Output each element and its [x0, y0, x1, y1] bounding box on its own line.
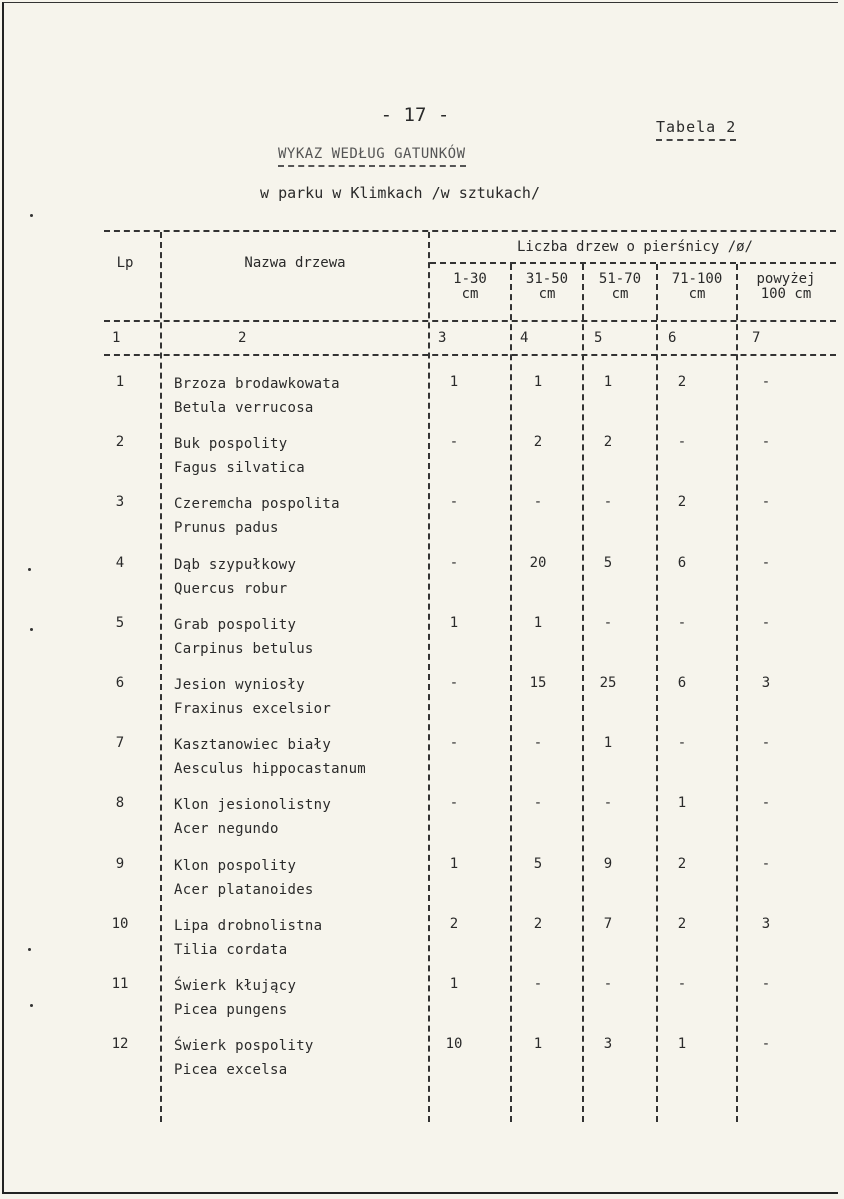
row-number: 10: [111, 916, 129, 932]
count-cell: -: [533, 735, 543, 751]
polish-name: Kasztanowiec biały: [174, 737, 332, 753]
count-cell: -: [761, 1036, 771, 1052]
count-cell: -: [761, 856, 771, 872]
tree-name-cell: [174, 914, 322, 962]
count-cell: -: [533, 795, 543, 811]
row-number: 8: [115, 795, 125, 811]
count-cell: -: [603, 494, 613, 510]
margin-dot: [28, 948, 31, 951]
tree-name-cell: [174, 854, 314, 902]
count-cell: 6: [677, 555, 687, 571]
polish-name: Świerk pospolity: [174, 1038, 314, 1054]
polish-name: Lipa drobnolistna: [174, 918, 323, 934]
table-top-rule: [104, 230, 836, 232]
polish-name: Czeremcha pospolita: [174, 496, 340, 512]
count-cell: 2: [533, 916, 543, 932]
header-range-3: 51-70 cm: [598, 271, 642, 302]
count-cell: -: [761, 615, 771, 631]
count-cell: -: [677, 434, 687, 450]
count-cell: 2: [677, 916, 687, 932]
count-cell: -: [761, 735, 771, 751]
column-divider: [160, 232, 162, 1122]
count-cell: 1: [603, 374, 613, 390]
header-range-5: powyżej 100 cm: [756, 271, 816, 302]
column-number: 1: [112, 330, 121, 346]
count-cell: -: [449, 735, 459, 751]
count-cell: 3: [761, 916, 771, 932]
count-cell: 2: [603, 434, 613, 450]
count-cell: -: [761, 434, 771, 450]
count-cell: 20: [529, 555, 547, 571]
count-cell: -: [449, 555, 459, 571]
polish-name: Świerk kłujący: [174, 978, 297, 994]
column-number: 6: [668, 330, 677, 346]
tree-name-cell: [174, 492, 340, 540]
row-number: 12: [111, 1036, 129, 1052]
row-number: 4: [115, 555, 125, 571]
count-cell: 1: [449, 976, 459, 992]
count-cell: 15: [529, 675, 547, 691]
count-cell: -: [761, 795, 771, 811]
count-cell: 2: [533, 434, 543, 450]
count-cell: 2: [677, 856, 687, 872]
header-range-4: 71-100 cm: [671, 271, 723, 302]
count-cell: 1: [603, 735, 613, 751]
count-cell: 7: [603, 916, 613, 932]
column-number: 3: [438, 330, 447, 346]
count-cell: 25: [599, 675, 617, 691]
margin-dot: [30, 628, 33, 631]
tree-name-cell: [174, 974, 296, 1022]
count-cell: 9: [603, 856, 613, 872]
polish-name: Grab pospolity: [174, 617, 297, 633]
tree-name-cell: [174, 1034, 314, 1082]
count-cell: 1: [677, 795, 687, 811]
column-number-rule: [104, 354, 836, 356]
count-cell: 1: [533, 1036, 543, 1052]
polish-name: Klon jesionolistny: [174, 797, 332, 813]
count-cell: -: [677, 735, 687, 751]
tree-name-cell: [174, 733, 366, 781]
tree-name-cell: [174, 673, 331, 721]
count-cell: -: [449, 675, 459, 691]
latin-name: Fagus silvatica: [174, 460, 305, 476]
count-cell: 2: [677, 374, 687, 390]
count-cell: -: [761, 374, 771, 390]
count-cell: -: [761, 494, 771, 510]
column-number: 5: [594, 330, 603, 346]
count-cell: -: [761, 976, 771, 992]
group-header-rule: [430, 262, 836, 264]
latin-name: Aesculus hippocastanum: [174, 761, 367, 777]
count-cell: -: [603, 976, 613, 992]
count-cell: 1: [533, 374, 543, 390]
column-divider: [582, 264, 584, 1122]
tree-name-cell: [174, 372, 340, 420]
row-number: 11: [111, 976, 129, 992]
column-divider: [510, 264, 512, 1122]
count-cell: -: [449, 494, 459, 510]
count-cell: 1: [533, 615, 543, 631]
latin-name: Picea excelsa: [174, 1062, 288, 1078]
table-label: Tabela 2: [656, 118, 736, 141]
row-number: 3: [115, 494, 125, 510]
margin-dot: [28, 568, 31, 571]
header-tree-name: Nazwa drzewa: [244, 255, 346, 271]
count-cell: 3: [603, 1036, 613, 1052]
header-diameter-group: Liczba drzew o pierśnicy /ø/: [516, 239, 753, 255]
polish-name: Brzoza brodawkowata: [174, 376, 340, 392]
count-cell: 5: [533, 856, 543, 872]
count-cell: 3: [761, 675, 771, 691]
count-cell: 1: [449, 856, 459, 872]
row-number: 9: [115, 856, 125, 872]
count-cell: 6: [677, 675, 687, 691]
latin-name: Acer negundo: [174, 821, 279, 837]
polish-name: Jesion wyniosły: [174, 677, 305, 693]
column-divider: [736, 264, 738, 1122]
header-range-1: 1-30 cm: [453, 271, 487, 302]
latin-name: Betula verrucosa: [174, 400, 314, 416]
polish-name: Klon pospolity: [174, 858, 297, 874]
tree-name-cell: [174, 793, 331, 841]
latin-name: Tilia cordata: [174, 942, 288, 958]
count-cell: 5: [603, 555, 613, 571]
count-cell: 1: [677, 1036, 687, 1052]
latin-name: Picea pungens: [174, 1002, 288, 1018]
page-frame: [2, 2, 838, 1194]
count-cell: 10: [445, 1036, 463, 1052]
row-number: 7: [115, 735, 125, 751]
page-number: - 17 -: [380, 104, 450, 126]
latin-name: Acer platanoides: [174, 882, 314, 898]
count-cell: -: [603, 615, 613, 631]
count-cell: -: [761, 555, 771, 571]
latin-name: Fraxinus excelsior: [174, 701, 332, 717]
tree-name-cell: [174, 613, 314, 661]
latin-name: Carpinus betulus: [174, 641, 314, 657]
count-cell: -: [533, 494, 543, 510]
count-cell: 1: [449, 615, 459, 631]
tree-name-cell: [174, 432, 305, 480]
tree-name-cell: [174, 553, 296, 601]
margin-dot: [30, 214, 33, 217]
polish-name: Buk pospolity: [174, 436, 288, 452]
column-number: 4: [520, 330, 529, 346]
count-cell: -: [603, 795, 613, 811]
column-number: 2: [238, 330, 247, 346]
document-title: WYKAZ WEDŁUG GATUNKÓW: [278, 146, 466, 167]
header-range-2: 31-50 cm: [525, 271, 569, 302]
count-cell: 2: [449, 916, 459, 932]
count-cell: -: [533, 976, 543, 992]
document-subtitle: w parku w Klimkach /w sztukach/: [260, 184, 540, 202]
latin-name: Quercus robur: [174, 581, 288, 597]
row-number: 6: [115, 675, 125, 691]
header-bottom-rule: [104, 320, 836, 322]
count-cell: -: [677, 976, 687, 992]
margin-dot: [30, 1004, 33, 1007]
header-lp: Lp: [116, 255, 134, 271]
count-cell: -: [449, 434, 459, 450]
row-number: 5: [115, 615, 125, 631]
count-cell: -: [449, 795, 459, 811]
count-cell: 1: [449, 374, 459, 390]
column-divider: [656, 264, 658, 1122]
count-cell: -: [677, 615, 687, 631]
count-cell: 2: [677, 494, 687, 510]
row-number: 2: [115, 434, 125, 450]
row-number: 1: [115, 374, 125, 390]
polish-name: Dąb szypułkowy: [174, 557, 297, 573]
column-number: 7: [752, 330, 761, 346]
latin-name: Prunus padus: [174, 520, 279, 536]
